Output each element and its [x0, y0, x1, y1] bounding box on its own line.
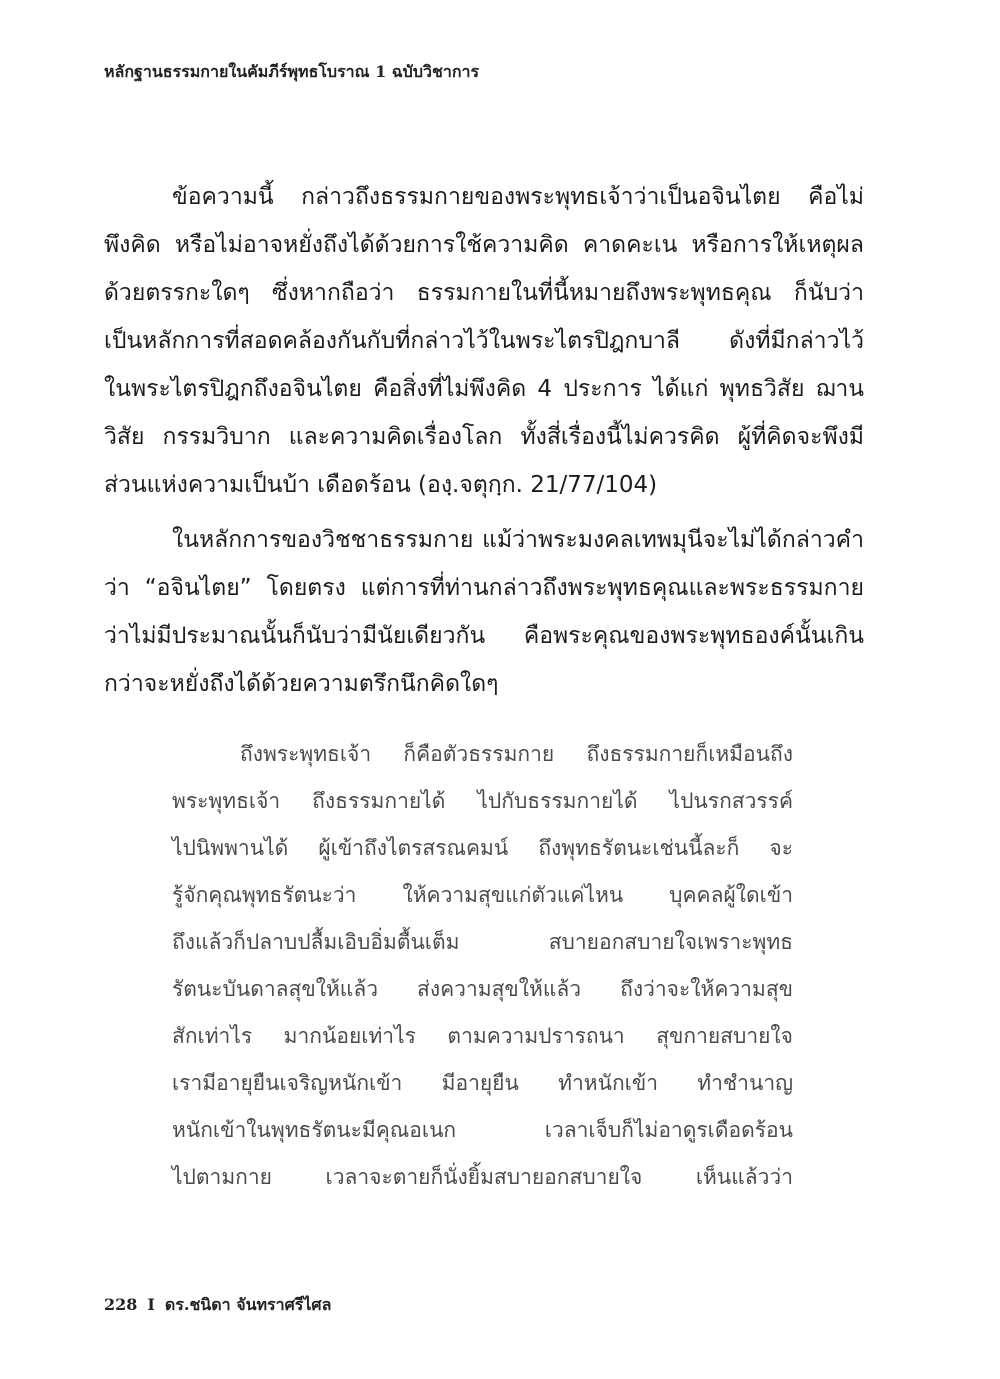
quote-line: เรามีอายุยืนเจริญหนักเข้า มีอายุยืน ทำหนักเข้า ทำชำนาญ [172, 1071, 793, 1095]
running-header: หลักฐานธรรมกายในคัมภีร์พุทธโบราณ 1 ฉบับวิชาการ [104, 62, 480, 81]
quote-line: หนักเข้าในพุทธรัตนะมีคุณอเนก เวลาเจ็บก็ไม่อาดูรเดือดร้อน [172, 1118, 793, 1142]
quote-line: รัตนะบันดาลสุขให้แล้ว ส่งความสุขให้แล้ว ถึงว่าจะให้ความสุข [172, 977, 793, 1001]
page-footer [104, 1293, 331, 1318]
quote-line: พระพุทธเจ้า ถึงธรรมกายได้ ไปกับธรรมกายได้ ไปนรกสวรรค์ [172, 789, 793, 813]
paragraph-1-line: ข้อความนี้ กล่าวถึงธรรมกายของพระพุทธเจ้าว่าเป็นอจินไตย คือไม่ [172, 184, 864, 210]
paragraph-1-line: ด้วยตรรกะใดๆ ซึ่งหากถือว่า ธรรมกายในที่นี้หมายถึงพระพุทธคุณ ก็นับว่า [104, 280, 864, 306]
footer-separator: I [147, 1295, 155, 1314]
quote-line: ไปตามกาย เวลาจะตายก็นั่งยิ้มสบายอกสบายใจ เห็นแล้วว่า [172, 1165, 793, 1189]
quote-line: สักเท่าไร มากน้อยเท่าไร ตามความปรารถนา สุขกายสบายใจ [172, 1024, 793, 1048]
quote-line: ถึงแล้วก็ปลาบปลื้มเอิบอิ่มตื้นเต็ม สบายอกสบายใจเพราะพุทธ [172, 930, 793, 954]
paragraph-1-line: วิสัย กรรมวิบาก และความคิดเรื่องโลก ทั้งสี่เรื่องนี้ไม่ควรคิด ผู้ที่คิดจะพึงมี [104, 424, 864, 450]
paragraph-2-line: ว่า “อจินไตย” โดยตรง แต่การที่ท่านกล่าวถึงพระพุทธคุณและพระธรรมกาย [104, 575, 864, 601]
page-number: 228 [104, 1295, 138, 1314]
paragraph-1-line: ในพระไตรปิฎกถึงอจินไตย คือสิ่งที่ไม่พึงคิด 4 ประการ ได้แก่ พุทธวิสัย ฌาน [104, 376, 864, 402]
quote-line: ไปนิพพานได้ ผู้เข้าถึงไตรสรณคมน์ ถึงพุทธรัตนะเช่นนี้ละก็ จะ [172, 836, 793, 860]
paragraph-1-line: ส่วนแห่งความเป็นบ้า เดือดร้อน (องฺ.จตุกฺก. 21/77/104) [104, 472, 658, 498]
paragraph-1-line: พึงคิด หรือไม่อาจหยั่งถึงได้ด้วยการใช้ความคิด คาดคะเน หรือการให้เหตุผล [104, 232, 864, 258]
paragraph-2-line: กว่าจะหยั่งถึงได้ด้วยความตรึกนึกคิดใดๆ [104, 671, 499, 697]
quote-line: ถึงพระพุทธเจ้า ก็คือตัวธรรมกาย ถึงธรรมกายก็เหมือนถึง [240, 742, 793, 766]
author-name: ดร.ชนิดา จันทราศรีไศล [164, 1295, 332, 1314]
paragraph-2-line: ว่าไม่มีประมาณนั้นก็นับว่ามีนัยเดียวกัน คือพระคุณของพระพุทธองค์นั้นเกิน [104, 623, 864, 649]
quote-line: รู้จักคุณพุทธรัตนะว่า ให้ความสุขแก่ตัวแค่ไหน บุคคลผู้ใดเข้า [172, 883, 793, 907]
paragraph-1-line: เป็นหลักการที่สอดคล้องกันกับที่กล่าวไว้ในพระไตรปิฎกบาลี ดังที่มีกล่าวไว้ [104, 328, 864, 354]
paragraph-2-line: ในหลักการของวิชชาธรรมกาย แม้ว่าพระมงคลเทพมุนีจะไม่ได้กล่าวคำ [172, 527, 864, 553]
